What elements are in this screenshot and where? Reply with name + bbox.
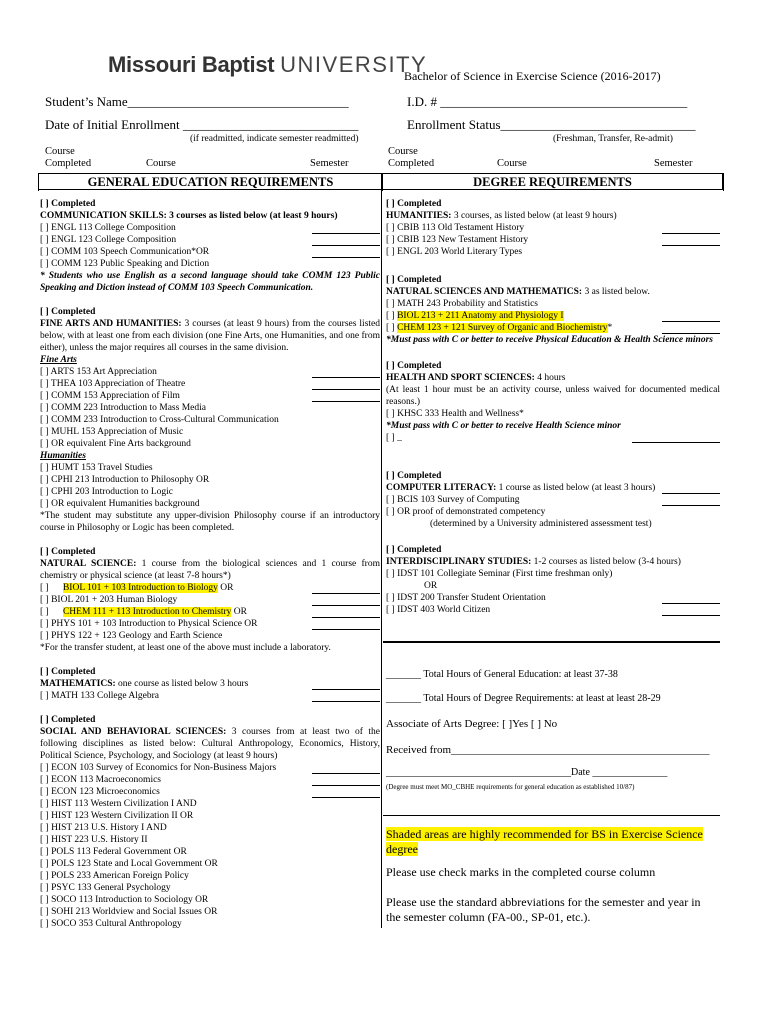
course-row[interactable]: [ ] POLS 233 American Foreign Policy (40, 871, 189, 881)
highlighted-course: BIOL 213 + 211 Anatomy and Physiology I (397, 311, 564, 321)
highlighted-course: CHEM 111 + 113 Introduction to Chemistry (62, 607, 232, 617)
degree-hss-section (386, 360, 720, 444)
fa-desc: 3 courses (at least 9 hours) from the courses listed below, with at least one from each division (one Fine Arts, one Humanities, and one from either), unless the major requires all courses in the same division. (40, 319, 380, 353)
course-row[interactable]: [ ] OR equivalent Humanities background (40, 499, 200, 509)
course-row[interactable]: [ ] BCIS 103 Survey of Computing (386, 494, 720, 506)
is-title: INTERDISCIPLINARY STUDIES: (386, 557, 532, 567)
col-course2-label: Course (146, 158, 176, 169)
course-row[interactable]: [ ] HUMT 153 Travel Studies (40, 463, 153, 473)
course-row[interactable]: [ ] OR equivalent Fine Arts background (40, 439, 191, 449)
completed-checkbox[interactable]: [ ] Completed (386, 471, 442, 481)
course-row[interactable]: [ ] ARTS 153 Art Appreciation (40, 366, 380, 378)
course-row[interactable]: [ ] OR proof of demonstrated competency (386, 507, 546, 517)
col-semester-label: Semester (310, 158, 349, 169)
id-field[interactable]: I.D. # ______________________________________ (407, 94, 688, 109)
hss-note: *Must pass with C or better to receive Health Science minor (386, 421, 621, 431)
abbrev-note: Please use the standard abbreviations for the semester and year in the semester column (FA-00., SP-01, etc.). (386, 895, 701, 924)
nsm-title: NATURAL SCIENCES AND MATHEMATICS: (386, 287, 583, 297)
completed-checkbox[interactable]: [ ] Completed (40, 547, 96, 557)
enrollment-status-field[interactable]: Enrollment Status______________________________ (407, 117, 696, 132)
program-title: Bachelor of Science in Exercise Science (2016-2017) (404, 69, 661, 83)
math-title: MATHEMATICS: (40, 679, 116, 689)
degree-cl-section (386, 470, 720, 530)
logo-sub-text: UNIVERSITY (280, 52, 428, 77)
deg-hum-title: HUMANITIES: (386, 211, 452, 221)
completed-checkbox[interactable]: [ ] Completed (40, 715, 96, 725)
course-row[interactable]: [ ] BIOL 101 + 103 Introduction to Biology OR (40, 582, 380, 594)
hss-desc: 4 hours (534, 373, 566, 383)
gen-ed-column (40, 198, 380, 930)
course-row[interactable]: [ ] CHEM 123 + 121 Survey of Organic and Biochemistry* (386, 322, 720, 334)
course-row[interactable]: [ ] HIST 223 U.S. History II (40, 835, 148, 845)
hss-text: (At least 1 hour must be an activity course, unless waived for documented medical reasons.) (386, 385, 720, 407)
course-row[interactable]: [ ] SOCO 113 Introduction to Sociology OR (40, 895, 209, 905)
logo-main-text: Missouri Baptist (108, 52, 275, 77)
column-divider (381, 173, 382, 928)
course-row[interactable]: [ ] ENGL 123 College Composition (40, 234, 380, 246)
degree-column (386, 198, 720, 616)
course-row[interactable]: [ ] COMM 233 Introduction to Cross-Cultural Communication (40, 415, 279, 425)
gen-ed-banner: GENERAL EDUCATION REQUIREMENTS (38, 173, 383, 191)
nsm-desc: 3 as listed below. (582, 287, 650, 297)
course-row[interactable]: [ ] THEA 103 Appreciation of Theatre (40, 378, 380, 390)
sbs-desc: 3 courses from at least two of the following disciplines as listed below: Cultural Anthropology, Economics, History, Political Science, Psychology, and Sociology (at least 9 hours) (40, 727, 380, 761)
course-row[interactable]: [ ] MATH 243 Probability and Statistics (386, 299, 538, 309)
university-logo (104, 50, 428, 80)
highlighted-course: BIOL 101 + 103 Introduction to Biology (62, 583, 218, 593)
hss-title: HEALTH AND SPORT SCIENCES: (386, 373, 535, 383)
student-name-field[interactable]: Student’s Name__________________________________ (45, 94, 349, 109)
social-section (40, 714, 380, 930)
course-row[interactable]: [ ] ENGL 113 College Composition (40, 222, 380, 234)
course-row[interactable]: [ ] CPHI 213 Introduction to Philosophy OR (40, 475, 210, 485)
course-row[interactable]: [ ] KHSC 333 Health and Wellness* (386, 409, 524, 419)
fine-arts-label: Fine Arts (40, 355, 77, 365)
mo-note: (Degree must meet MO_CBHE requirements for general education as established 10/87) (386, 783, 635, 791)
deg-hum-desc: 3 courses, as listed below (at least 9 hours) (451, 211, 617, 221)
completed-checkbox[interactable]: [ ] Completed (40, 307, 96, 317)
fine-arts-section (40, 306, 380, 534)
date-line[interactable]: _____________________________________Date _______________ (386, 767, 668, 778)
course-row[interactable]: [ ] ECON 123 Microeconomics (40, 786, 380, 798)
course-row[interactable]: [ ] PSYC 133 General Psychology (40, 883, 171, 893)
col-completed-label: Completed (45, 158, 92, 169)
math-section (40, 666, 380, 702)
cl-title: COMPUTER LITERACY: (386, 483, 497, 493)
checkmarks-note: Please use check marks in the completed course column (386, 865, 656, 879)
readmit-note: (if readmitted, indicate semester readmitted) (190, 134, 359, 144)
status-note: (Freshman, Transfer, Re-admit) (553, 134, 673, 144)
course-row[interactable]: [ ] POLS 123 State and Local Government OR (40, 859, 218, 869)
course-row[interactable]: [ ] CBIB 113 Old Testament History (386, 222, 720, 234)
course-row[interactable]: [ ] COMM 123 Public Speaking and Diction (40, 259, 210, 269)
course-row[interactable]: [ ] _ (386, 432, 720, 444)
course-row[interactable]: [ ] MATH 133 College Algebra (40, 690, 380, 702)
completed-checkbox[interactable]: [ ] Completed (386, 275, 442, 285)
course-row[interactable]: [ ] CBIB 123 New Testament History (386, 234, 720, 246)
course-row[interactable]: [ ] MUHL 153 Appreciation of Music (40, 427, 184, 437)
shaded-note: Shaded areas are highly recommended for BS in Exercise Science degree (386, 827, 703, 856)
course-row[interactable]: [ ] IDST 101 Collegiate Seminar (First time freshman only) (386, 569, 613, 579)
course-row[interactable]: [ ] ENGL 203 World Literary Types (386, 247, 523, 257)
course-row[interactable]: [ ] COMM 103 Speech Communication*OR (40, 246, 380, 258)
is-or: OR (424, 581, 438, 591)
math-desc: one course as listed below 3 hours (115, 679, 249, 689)
col-course-label-r: Course (388, 146, 418, 157)
course-row[interactable]: [ ] BIOL 213 + 211 Anatomy and Physiology I (386, 310, 720, 322)
degree-nsm-section (386, 274, 720, 346)
course-row[interactable]: [ ] PHYS 101 + 103 Introduction to Physical Science OR (40, 618, 380, 630)
associate-degree[interactable]: Associate of Arts Degree: [ ]Yes [ ] No (386, 718, 558, 730)
humanities-label: Humanities (40, 451, 86, 461)
divider (383, 815, 720, 816)
col-completed-label-r: Completed (388, 158, 435, 169)
cl-desc: 1 course as listed below (at least 3 hours) (496, 483, 656, 493)
divider (383, 641, 720, 643)
sbs-title: SOCIAL AND BEHAVIORAL SCIENCES: (40, 727, 227, 737)
course-row[interactable]: [ ] HIST 213 U.S. History I AND (40, 823, 167, 833)
course-row[interactable]: [ ] SOHI 213 Worldview and Social Issues OR (40, 907, 218, 917)
degree-banner: DEGREE REQUIREMENTS (381, 173, 724, 191)
fa-title: FINE ARTS AND HUMANITIES: (40, 319, 182, 329)
natural-science-section (40, 546, 380, 654)
completed-checkbox[interactable]: [ ] Completed (40, 667, 96, 677)
cl-note: (determined by a University administered assessment test) (430, 519, 652, 529)
course-row[interactable]: [ ] HIST 113 Western Civilization I AND (40, 799, 197, 809)
course-row[interactable]: [ ] IDST 403 World Citizen (386, 604, 720, 616)
course-row[interactable]: [ ] POLS 113 Federal Government OR (40, 847, 187, 857)
ns-title: NATURAL SCIENCE: (40, 559, 137, 569)
course-row[interactable]: [ ] HIST 123 Western Civilization II OR (40, 811, 194, 821)
course-row[interactable]: [ ] CHEM 111 + 113 Introduction to Chemistry OR (40, 606, 380, 618)
course-row[interactable]: [ ] PHYS 122 + 123 Geology and Earth Science (40, 631, 223, 641)
nsm-note: *Must pass with C or better to receive Physical Education & Health Science minors (386, 335, 713, 345)
completed-checkbox[interactable]: [ ] Completed (386, 199, 442, 209)
col-course2-label-r: Course (497, 158, 527, 169)
completed-checkbox[interactable]: [ ] Completed (40, 199, 96, 209)
degree-is-section (386, 544, 720, 616)
course-row[interactable]: [ ] COMM 153 Appreciation of Film (40, 390, 380, 402)
ns-note: *For the transfer student, at least one of the above must include a laboratory. (40, 643, 331, 653)
total-degree[interactable]: _______ Total Hours of Degree Requirements: at least at least 28-29 (386, 693, 661, 704)
course-row[interactable]: [ ] COMM 223 Introduction to Mass Media (40, 403, 206, 413)
col-semester-label-r: Semester (654, 158, 693, 169)
highlighted-course: CHEM 123 + 121 Survey of Organic and Biochemistry (397, 323, 608, 333)
course-row[interactable]: [ ] ECON 103 Survey of Economics for Non-Business Majors (40, 762, 380, 774)
received-from[interactable]: Received from_______________________________________________ (386, 744, 710, 756)
degree-humanities-section (386, 198, 720, 258)
ns-desc: 1 course from the biological sciences and 1 course from chemistry or physical science (at least 7-8 hours*) (40, 559, 380, 581)
completed-checkbox[interactable]: [ ] Completed (386, 545, 442, 555)
course-row[interactable]: [ ] IDST 200 Transfer Student Orientation (386, 592, 720, 604)
completed-checkbox[interactable]: [ ] Completed (386, 361, 442, 371)
course-row[interactable]: [ ] BIOL 201 + 203 Human Biology (40, 594, 380, 606)
course-row[interactable]: [ ] SOCO 353 Cultural Anthropology (40, 919, 182, 929)
course-row[interactable]: [ ] ECON 113 Macroeconomics (40, 774, 380, 786)
col-course-label: Course (45, 146, 75, 157)
hum-note: *The student may substitute any upper-division Philosophy course if an introductory course in Philosophy or Logic has been completed. (40, 511, 380, 533)
initial-enrollment-field[interactable]: Date of Initial Enrollment ___________________________ (45, 117, 359, 132)
is-desc: 1-2 courses as listed below (3-4 hours) (531, 557, 681, 567)
comm-note: * Students who use English as a second language should take COMM 123 Public Speaking and Diction instead of COMM 103 Speech Communication. (40, 271, 380, 293)
total-gen-ed[interactable]: _______ Total Hours of General Education: at least 37-38 (386, 669, 618, 680)
course-row[interactable]: [ ] CPHI 203 Introduction to Logic (40, 487, 173, 497)
comm-title: COMMUNICATION SKILLS: 3 courses as listed below (at least 9 hours) (40, 211, 338, 221)
comm-section (40, 198, 380, 294)
